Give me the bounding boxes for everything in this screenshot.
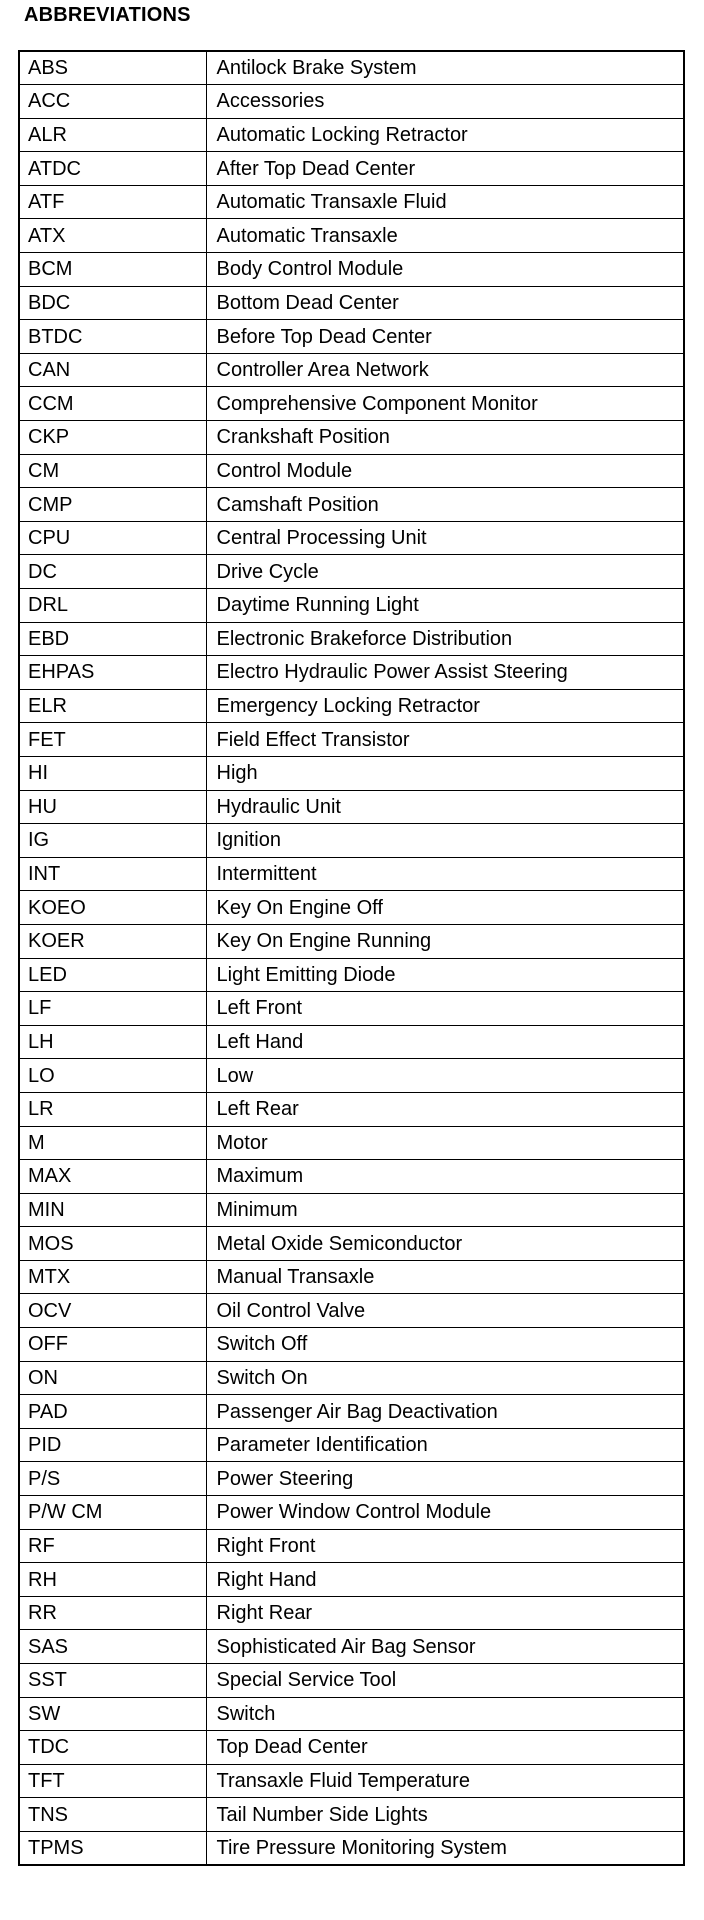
table-row xyxy=(19,1193,684,1227)
abbreviation-term: ACC xyxy=(19,85,206,119)
table-row xyxy=(19,924,684,958)
abbreviation-term: CAN xyxy=(19,353,206,387)
abbreviation-term: OCV xyxy=(19,1294,206,1328)
abbreviation-term: DRL xyxy=(19,589,206,623)
abbreviation-meaning: Passenger Air Bag Deactivation xyxy=(206,1395,684,1429)
table-row xyxy=(19,152,684,186)
abbreviation-meaning: Before Top Dead Center xyxy=(206,320,684,354)
abbreviation-meaning: Drive Cycle xyxy=(206,555,684,589)
abbreviation-term: LED xyxy=(19,958,206,992)
abbreviation-meaning: Electro Hydraulic Power Assist Steering xyxy=(206,656,684,690)
table-row xyxy=(19,1529,684,1563)
abbreviation-term: LF xyxy=(19,992,206,1026)
abbreviation-term: HU xyxy=(19,790,206,824)
table-row xyxy=(19,85,684,119)
abbreviation-meaning: Motor xyxy=(206,1126,684,1160)
abbreviation-meaning: Oil Control Valve xyxy=(206,1294,684,1328)
abbreviation-meaning: After Top Dead Center xyxy=(206,152,684,186)
abbreviation-term: CPU xyxy=(19,521,206,555)
table-row xyxy=(19,387,684,421)
table-row xyxy=(19,118,684,152)
table-row xyxy=(19,1092,684,1126)
abbreviation-meaning: Right Front xyxy=(206,1529,684,1563)
abbreviation-term: SW xyxy=(19,1697,206,1731)
abbreviation-meaning: Comprehensive Component Monitor xyxy=(206,387,684,421)
table-row xyxy=(19,1496,684,1530)
abbreviation-meaning: Parameter Identification xyxy=(206,1428,684,1462)
table-row xyxy=(19,1126,684,1160)
abbreviation-term: ELR xyxy=(19,689,206,723)
abbreviation-term: LH xyxy=(19,1025,206,1059)
abbreviation-meaning: Daytime Running Light xyxy=(206,589,684,623)
table-row xyxy=(19,756,684,790)
abbreviation-meaning: Control Module xyxy=(206,454,684,488)
table-row xyxy=(19,1059,684,1093)
table-row xyxy=(19,1227,684,1261)
abbreviation-term: CCM xyxy=(19,387,206,421)
table-row xyxy=(19,689,684,723)
abbreviations-table-body xyxy=(19,51,684,1865)
abbreviation-meaning: Sophisticated Air Bag Sensor xyxy=(206,1630,684,1664)
abbreviation-term: ABS xyxy=(19,51,206,85)
table-row xyxy=(19,1328,684,1362)
abbreviation-term: SAS xyxy=(19,1630,206,1664)
table-row xyxy=(19,891,684,925)
abbreviation-term: TDC xyxy=(19,1731,206,1765)
abbreviation-meaning: Manual Transaxle xyxy=(206,1260,684,1294)
abbreviation-term: P/S xyxy=(19,1462,206,1496)
table-row xyxy=(19,1025,684,1059)
abbreviation-meaning: Left Rear xyxy=(206,1092,684,1126)
abbreviation-meaning: Intermittent xyxy=(206,857,684,891)
abbreviation-meaning: Hydraulic Unit xyxy=(206,790,684,824)
abbreviation-meaning: Crankshaft Position xyxy=(206,421,684,455)
table-row xyxy=(19,589,684,623)
abbreviation-meaning: Transaxle Fluid Temperature xyxy=(206,1764,684,1798)
page-title: ABBREVIATIONS xyxy=(24,4,191,26)
table-row xyxy=(19,1294,684,1328)
table-row xyxy=(19,1395,684,1429)
abbreviation-term: ATDC xyxy=(19,152,206,186)
table-row xyxy=(19,286,684,320)
table-row xyxy=(19,454,684,488)
abbreviation-meaning: Electronic Brakeforce Distribution xyxy=(206,622,684,656)
table-row xyxy=(19,1731,684,1765)
abbreviation-term: MTX xyxy=(19,1260,206,1294)
table-row xyxy=(19,622,684,656)
table-row xyxy=(19,1260,684,1294)
abbreviation-meaning: Body Control Module xyxy=(206,253,684,287)
table-row xyxy=(19,1361,684,1395)
abbreviation-term: RF xyxy=(19,1529,206,1563)
abbreviation-term: CKP xyxy=(19,421,206,455)
abbreviation-meaning: Switch On xyxy=(206,1361,684,1395)
table-row xyxy=(19,488,684,522)
abbreviation-term: ALR xyxy=(19,118,206,152)
table-row xyxy=(19,723,684,757)
abbreviation-meaning: Antilock Brake System xyxy=(206,51,684,85)
table-row xyxy=(19,857,684,891)
table-row xyxy=(19,824,684,858)
table-row xyxy=(19,1831,684,1865)
abbreviation-meaning: Power Steering xyxy=(206,1462,684,1496)
abbreviation-meaning: Top Dead Center xyxy=(206,1731,684,1765)
table-row xyxy=(19,1563,684,1597)
abbreviation-meaning: Right Rear xyxy=(206,1596,684,1630)
abbreviation-meaning: Bottom Dead Center xyxy=(206,286,684,320)
abbreviation-meaning: Camshaft Position xyxy=(206,488,684,522)
table-row xyxy=(19,1697,684,1731)
abbreviation-term: RR xyxy=(19,1596,206,1630)
abbreviation-meaning: Automatic Transaxle Fluid xyxy=(206,185,684,219)
table-row xyxy=(19,1596,684,1630)
table-row xyxy=(19,958,684,992)
abbreviation-term: EHPAS xyxy=(19,656,206,690)
abbreviation-meaning: Right Hand xyxy=(206,1563,684,1597)
abbreviation-term: KOEO xyxy=(19,891,206,925)
abbreviation-term: TPMS xyxy=(19,1831,206,1865)
abbreviation-meaning: Emergency Locking Retractor xyxy=(206,689,684,723)
table-row xyxy=(19,656,684,690)
abbreviation-meaning: Controller Area Network xyxy=(206,353,684,387)
table-row xyxy=(19,1462,684,1496)
abbreviations-table xyxy=(18,50,685,1866)
abbreviation-term: EBD xyxy=(19,622,206,656)
abbreviation-term: HI xyxy=(19,756,206,790)
abbreviation-meaning: Minimum xyxy=(206,1193,684,1227)
abbreviation-term: RH xyxy=(19,1563,206,1597)
table-row xyxy=(19,1764,684,1798)
abbreviation-term: P/W CM xyxy=(19,1496,206,1530)
abbreviation-meaning: Tire Pressure Monitoring System xyxy=(206,1831,684,1865)
abbreviation-term: BTDC xyxy=(19,320,206,354)
table-row xyxy=(19,555,684,589)
abbreviation-term: INT xyxy=(19,857,206,891)
abbreviation-term: PID xyxy=(19,1428,206,1462)
abbreviation-meaning: High xyxy=(206,756,684,790)
abbreviation-term: LO xyxy=(19,1059,206,1093)
abbreviation-term: M xyxy=(19,1126,206,1160)
abbreviation-term: LR xyxy=(19,1092,206,1126)
table-row xyxy=(19,51,684,85)
abbreviation-meaning: Key On Engine Running xyxy=(206,924,684,958)
abbreviation-meaning: Light Emitting Diode xyxy=(206,958,684,992)
abbreviation-meaning: Switch Off xyxy=(206,1328,684,1362)
abbreviation-term: KOER xyxy=(19,924,206,958)
abbreviation-term: MIN xyxy=(19,1193,206,1227)
abbreviation-term: MAX xyxy=(19,1160,206,1194)
table-row xyxy=(19,790,684,824)
abbreviation-meaning: Ignition xyxy=(206,824,684,858)
abbreviation-term: FET xyxy=(19,723,206,757)
abbreviation-term: IG xyxy=(19,824,206,858)
abbreviation-term: BDC xyxy=(19,286,206,320)
table-row xyxy=(19,992,684,1026)
abbreviation-meaning: Key On Engine Off xyxy=(206,891,684,925)
abbreviation-meaning: Maximum xyxy=(206,1160,684,1194)
abbreviation-meaning: Central Processing Unit xyxy=(206,521,684,555)
table-row xyxy=(19,1160,684,1194)
table-row xyxy=(19,320,684,354)
abbreviation-term: ATX xyxy=(19,219,206,253)
abbreviation-meaning: Automatic Transaxle xyxy=(206,219,684,253)
table-row xyxy=(19,521,684,555)
abbreviation-meaning: Field Effect Transistor xyxy=(206,723,684,757)
abbreviation-meaning: Left Hand xyxy=(206,1025,684,1059)
abbreviation-meaning: Metal Oxide Semiconductor xyxy=(206,1227,684,1261)
table-row xyxy=(19,353,684,387)
abbreviation-meaning: Special Service Tool xyxy=(206,1664,684,1698)
abbreviation-meaning: Power Window Control Module xyxy=(206,1496,684,1530)
abbreviation-term: SST xyxy=(19,1664,206,1698)
abbreviation-term: TFT xyxy=(19,1764,206,1798)
abbreviation-term: PAD xyxy=(19,1395,206,1429)
table-row xyxy=(19,1664,684,1698)
table-row xyxy=(19,1630,684,1664)
abbreviation-term: DC xyxy=(19,555,206,589)
abbreviation-term: ON xyxy=(19,1361,206,1395)
abbreviation-term: OFF xyxy=(19,1328,206,1362)
abbreviation-term: ATF xyxy=(19,185,206,219)
table-row xyxy=(19,253,684,287)
abbreviation-term: CM xyxy=(19,454,206,488)
table-row xyxy=(19,421,684,455)
abbreviation-meaning: Tail Number Side Lights xyxy=(206,1798,684,1832)
abbreviation-term: MOS xyxy=(19,1227,206,1261)
table-row xyxy=(19,1428,684,1462)
abbreviation-term: CMP xyxy=(19,488,206,522)
abbreviation-meaning: Accessories xyxy=(206,85,684,119)
abbreviation-term: TNS xyxy=(19,1798,206,1832)
abbreviation-meaning: Automatic Locking Retractor xyxy=(206,118,684,152)
abbreviation-term: BCM xyxy=(19,253,206,287)
table-row xyxy=(19,219,684,253)
table-row xyxy=(19,185,684,219)
table-row xyxy=(19,1798,684,1832)
abbreviation-meaning: Low xyxy=(206,1059,684,1093)
abbreviation-meaning: Switch xyxy=(206,1697,684,1731)
abbreviation-meaning: Left Front xyxy=(206,992,684,1026)
